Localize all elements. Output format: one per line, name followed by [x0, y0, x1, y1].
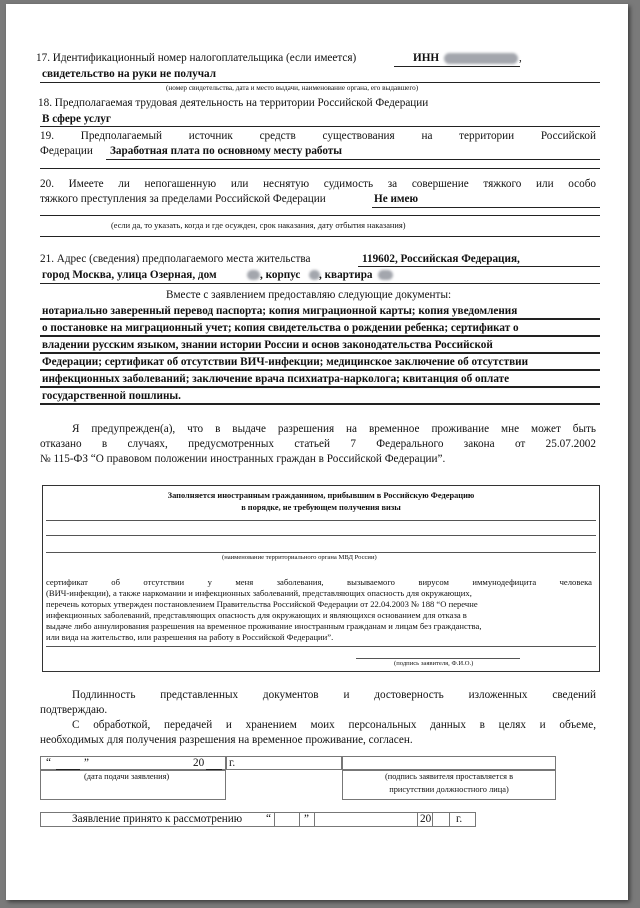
inn-redacted-value	[444, 53, 518, 64]
item-20-note: (если да, то указать, когда и где осужден, срок наказания, дату отбытия наказания)	[111, 221, 406, 230]
address-line1: 119602, Российская Федерация,	[362, 253, 520, 265]
signature-field[interactable]	[342, 756, 556, 770]
documents-line-5: инфекционных заболеваний; заключение врача психиатра-нарколога; квитанция об оплате	[42, 373, 510, 385]
visa-box-cert-line4: инфекционных заболеваний, представляющих опасность для окружающих и являющихся основанием для отказа в	[46, 610, 467, 620]
address-part-building: , корпус	[260, 269, 301, 281]
item-17-note: (номер свидетельства, дата и место выдачи, наименование органа, его выдавшего)	[166, 84, 419, 92]
date-open-quote: “	[46, 757, 51, 769]
visa-box-cert-line2: (ВИЧ-инфекции), а также наркомании и инфекционных заболеваний, представляющих опасность для окружающих,	[46, 588, 472, 598]
visa-box-organ-note: (наименование территориального органа МВД России)	[222, 554, 377, 561]
item-19-prefix: Федерации	[40, 145, 93, 157]
date-year-suffix: г.	[229, 757, 236, 769]
item-20-prefix: тяжкого преступления за пределами Российской Федерации	[40, 193, 326, 205]
visa-box-sign-note: (подпись заявителя, Ф.И.О.)	[394, 660, 474, 667]
visa-box-cert-line5: выдаче либо аннулирования разрешения на временное проживание иностранным гражданам и лицам без гражданства,	[46, 621, 482, 631]
item-18-label: 18. Предполагаемая трудовая деятельность на территории Российской Федерации	[38, 97, 429, 109]
documents-line-1: нотариально заверенный перевод паспорта; копия миграционной карты; копия уведомления	[42, 305, 518, 317]
house-redacted	[247, 270, 260, 280]
date-caption: (дата подачи заявления)	[84, 772, 170, 781]
item-17-label: 17. Идентификационный номер налогоплательщика (если имеется)	[36, 52, 357, 64]
accepted-month-field[interactable]	[314, 812, 418, 827]
date-close-quote: ”	[84, 757, 89, 769]
documents-line-2: о постановке на миграционный учет; копия свидетельства о рождении ребенка; сертификат о	[42, 322, 519, 334]
documents-line-4: Федерации; сертификат об отсутствии ВИЧ-инфекции; медицинское заключение об отсутствии	[42, 356, 529, 368]
accepted-day-field[interactable]	[274, 812, 300, 827]
flat-redacted	[378, 270, 393, 280]
documents-line-6: государственной пошлины.	[42, 390, 181, 402]
item-19-value: Заработная плата по основному месту работы	[110, 145, 343, 157]
date-year-cell	[226, 756, 342, 770]
confirm-line2: подтверждаю.	[40, 704, 108, 716]
confirm-line1: Подлинность представленных документов и достоверность изложенных сведений	[72, 689, 596, 701]
date-year-prefix: 20	[193, 757, 205, 769]
accepted-open-quote: “	[266, 813, 271, 825]
signature-caption1: (подпись заявителя проставляется в	[384, 772, 514, 781]
accepted-label: Заявление принято к рассмотрению	[72, 813, 243, 825]
item-20-line1: 20. Имеете ли непогашенную или неснятую судимость за совершение тяжкого или особо	[40, 178, 596, 190]
documents-intro: Вместе с заявлением предоставляю следующие документы:	[166, 289, 452, 301]
warning-line1: Я предупрежден(а), что в выдаче разрешения на временное проживание мне может быть	[72, 423, 596, 435]
visa-box-cert-line6: или вида на жительство, или разрешения на работу в Российской Федерации”.	[46, 632, 334, 642]
visa-box-header1: Заполняется иностранным гражданином, прибывшим в Российскую Федерацию	[167, 491, 475, 500]
item-21-label: 21. Адрес (сведения) предполагаемого места жительства	[40, 253, 311, 265]
application-page	[6, 4, 628, 900]
warning-line3: № 115-ФЗ “О правовом положении иностранных граждан в Российской Федерации”.	[40, 453, 446, 465]
visa-box-cert-line3: перечень которых утвержден постановлением Правительства Российской Федерации от 22.04.2003 № 188 “О перечне	[46, 599, 478, 609]
accepted-close-quote: ”	[304, 813, 309, 825]
confirm-line3: С обработкой, передачей и хранением моих персональных данных в целях и объеме,	[72, 719, 596, 731]
inn-label: ИНН	[413, 52, 440, 64]
accepted-year-prefix: 20	[420, 813, 432, 825]
confirm-line4: необходимых для получения разрешения на временное проживание, согласен.	[40, 734, 413, 746]
documents-line-3: владении русским языком, знании истории России и основ законодательства Российской	[42, 339, 493, 351]
item-18-value: В сфере услуг	[42, 113, 111, 125]
accepted-year-suffix: г.	[456, 813, 463, 825]
inn-comma: ,	[519, 52, 522, 64]
accepted-year-field[interactable]	[432, 812, 450, 827]
visa-box-cert-line1: сертификат об отсутствии у меня заболевания, вызываемого вирусом иммунодефицита человека	[46, 577, 592, 587]
address-part-city: город Москва, улица Озерная, дом	[42, 269, 217, 281]
item-19-line1: 19. Предполагаемый источник средств существования на территории Российской	[40, 130, 596, 142]
visa-box-header2: в порядке, не требующем получения визы	[241, 503, 401, 512]
warning-line2: отказано в случаях, предусмотренных статьей 7 Федерального закона от 25.07.2002	[40, 438, 596, 450]
address-part-flat: , квартира	[319, 269, 373, 281]
item-20-value: Не имею	[374, 193, 419, 205]
item-17-value: свидетельство на руки не получал	[42, 68, 216, 80]
signature-caption2: присутствии должностного лица)	[389, 785, 509, 794]
